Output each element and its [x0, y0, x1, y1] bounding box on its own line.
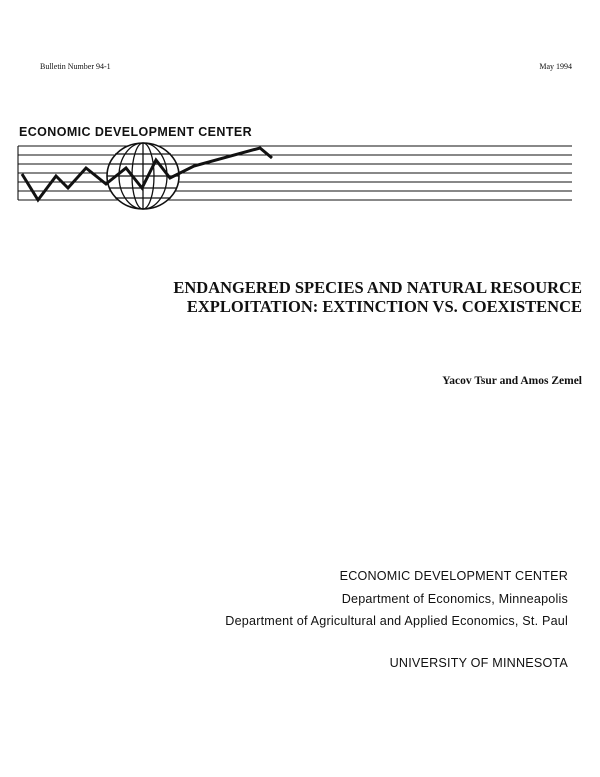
logo-title: ECONOMIC DEVELOPMENT CENTER: [19, 125, 253, 139]
department-agricultural-economics: Department of Agricultural and Applied Economics, St. Paul: [225, 614, 568, 628]
authors: Yacov Tsur and Amos Zemel: [442, 375, 582, 387]
paper-title-line-2: EXPLOITATION: EXTINCTION VS. COEXISTENCE: [186, 297, 582, 316]
bulletin-number: Bulletin Number 94-1: [40, 62, 111, 71]
department-economics: Department of Economics, Minneapolis: [341, 592, 568, 606]
university-name: UNIVERSITY OF MINNESOTA: [389, 656, 568, 670]
globe-with-line-chart-icon: [16, 138, 576, 210]
center-name: ECONOMIC DEVELOPMENT CENTER: [339, 569, 568, 583]
paper-title-line-1: ENDANGERED SPECIES AND NATURAL RESOURCE: [173, 278, 582, 297]
publication-date: May 1994: [539, 62, 572, 71]
paper-title: [62, 278, 582, 316]
